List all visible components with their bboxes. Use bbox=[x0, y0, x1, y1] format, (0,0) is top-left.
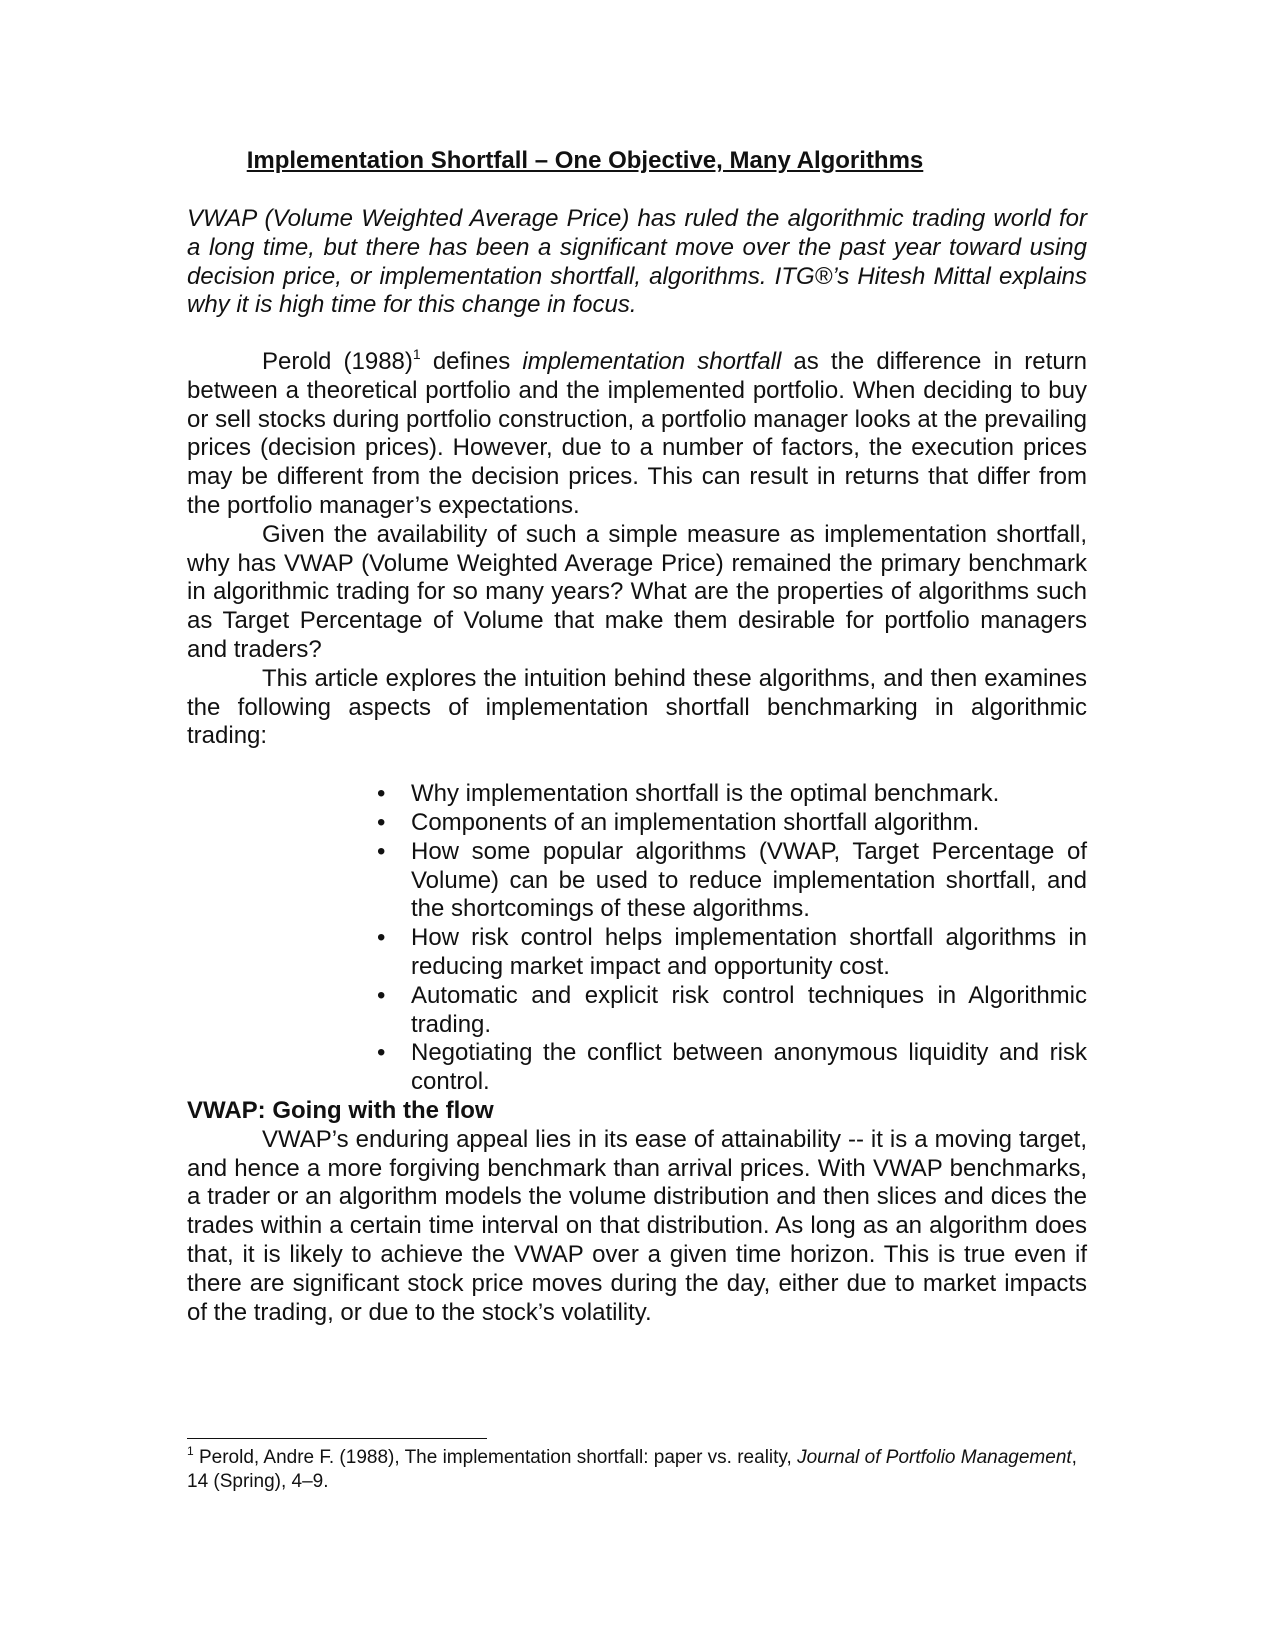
paragraph-vwap-appeal: VWAP’s enduring appeal lies in its ease of attainability -- it is a moving target, and hence a more forgiving benchmark than arrival prices. With VWAP benchmarks, a trader or an algorithm models the volume distribution and then slices and dices the trades within a certain time interval on that distribution. As long as an algorithm does that, it is likely to achieve the VWAP over a given time horizon. This is true even if there are significant stock price moves during the day, either due to market impacts of the trading, or due to the stock’s volatility. bbox=[187, 1125, 1087, 1326]
list-item: • Components of an implementation shortfall algorithm. bbox=[377, 808, 980, 836]
section-heading: VWAP: Going with the flow bbox=[187, 1096, 494, 1124]
footnote-ref[interactable]: 1 bbox=[412, 346, 421, 362]
bullet-icon: • bbox=[377, 808, 386, 836]
paragraph-article-scope: This article explores the intuition behind these algorithms, and then examines the following aspects of implementation shortfall benchmarking in algorithmic trading: bbox=[187, 664, 1087, 750]
footnote-journal: Journal of Portfolio Management bbox=[797, 1447, 1072, 1468]
bullet-icon: • bbox=[377, 1039, 386, 1067]
footnote: $^1$ Perold, Andre F. (1988), The implementation shortfall: paper vs. reality, Journal of Portfolio Management, 14 (Spring), 4–9. bbox=[187, 1444, 1077, 1492]
bullet-icon: • bbox=[377, 981, 386, 1009]
article-body bbox=[187, 348, 1087, 1327]
list-item: • Automatic and explicit risk control techniques in Algorithmic trading. bbox=[377, 981, 1087, 1038]
article-title: Implementation Shortfall – One Objective, Many Algorithms bbox=[246, 147, 924, 174]
paragraph-vwap-question: Given the availability of such a simple measure as implementation shortfall, why has VWAP (Volume Weighted Average Price) remained the primary benchmark in algorithmic trading for so many years? What are the properties of algorithms such as Target Percentage of Volume that make them desirable for portfolio managers and traders? bbox=[187, 520, 1087, 663]
bullet-icon: • bbox=[377, 780, 386, 808]
intro-summary: VWAP (Volume Weighted Average Price) has ruled the algorithmic trading world for a long time, but there has been a significant move over the past year toward using decision price, or implementation shortfall, algorithms. ITG®’s Hitesh Mittal explains why it is high time for this change in focus. bbox=[187, 205, 1087, 319]
footnote-divider bbox=[187, 1438, 487, 1439]
footnote-mark: 1 bbox=[187, 1444, 194, 1458]
bullet-icon: • bbox=[377, 924, 386, 952]
term-implementation-shortfall: implementation shortfall bbox=[522, 348, 782, 375]
paragraph-perold: Perold $(1988)^1$ defines implementation shortfall as the difference in return between a theoretical portfolio and the implemented portfolio. When deciding to buy or sell stocks during portfolio construction, a portfolio manager looks at the prevailing prices (decision prices). However, due to a number of factors, the execution prices may be different from the decision prices. This can result in returns that differ from the portfolio manager’s expectations. bbox=[187, 346, 1088, 519]
list-item: • How some popular algorithms (VWAP, Target Percentage of Volume) can be used to reduce implementation shortfall, and the shortcomings of these algorithms. bbox=[377, 837, 1087, 923]
aspects-list bbox=[187, 780, 1087, 1097]
list-item: • How risk control helps implementation shortfall algorithms in reducing market impact and opportunity cost. bbox=[377, 924, 1087, 980]
list-item: • Negotiating the conflict between anonymous liquidity and risk control. bbox=[377, 1039, 1087, 1096]
bullet-icon: • bbox=[377, 837, 386, 865]
list-item: • Why implementation shortfall is the optimal benchmark. bbox=[377, 780, 1000, 808]
